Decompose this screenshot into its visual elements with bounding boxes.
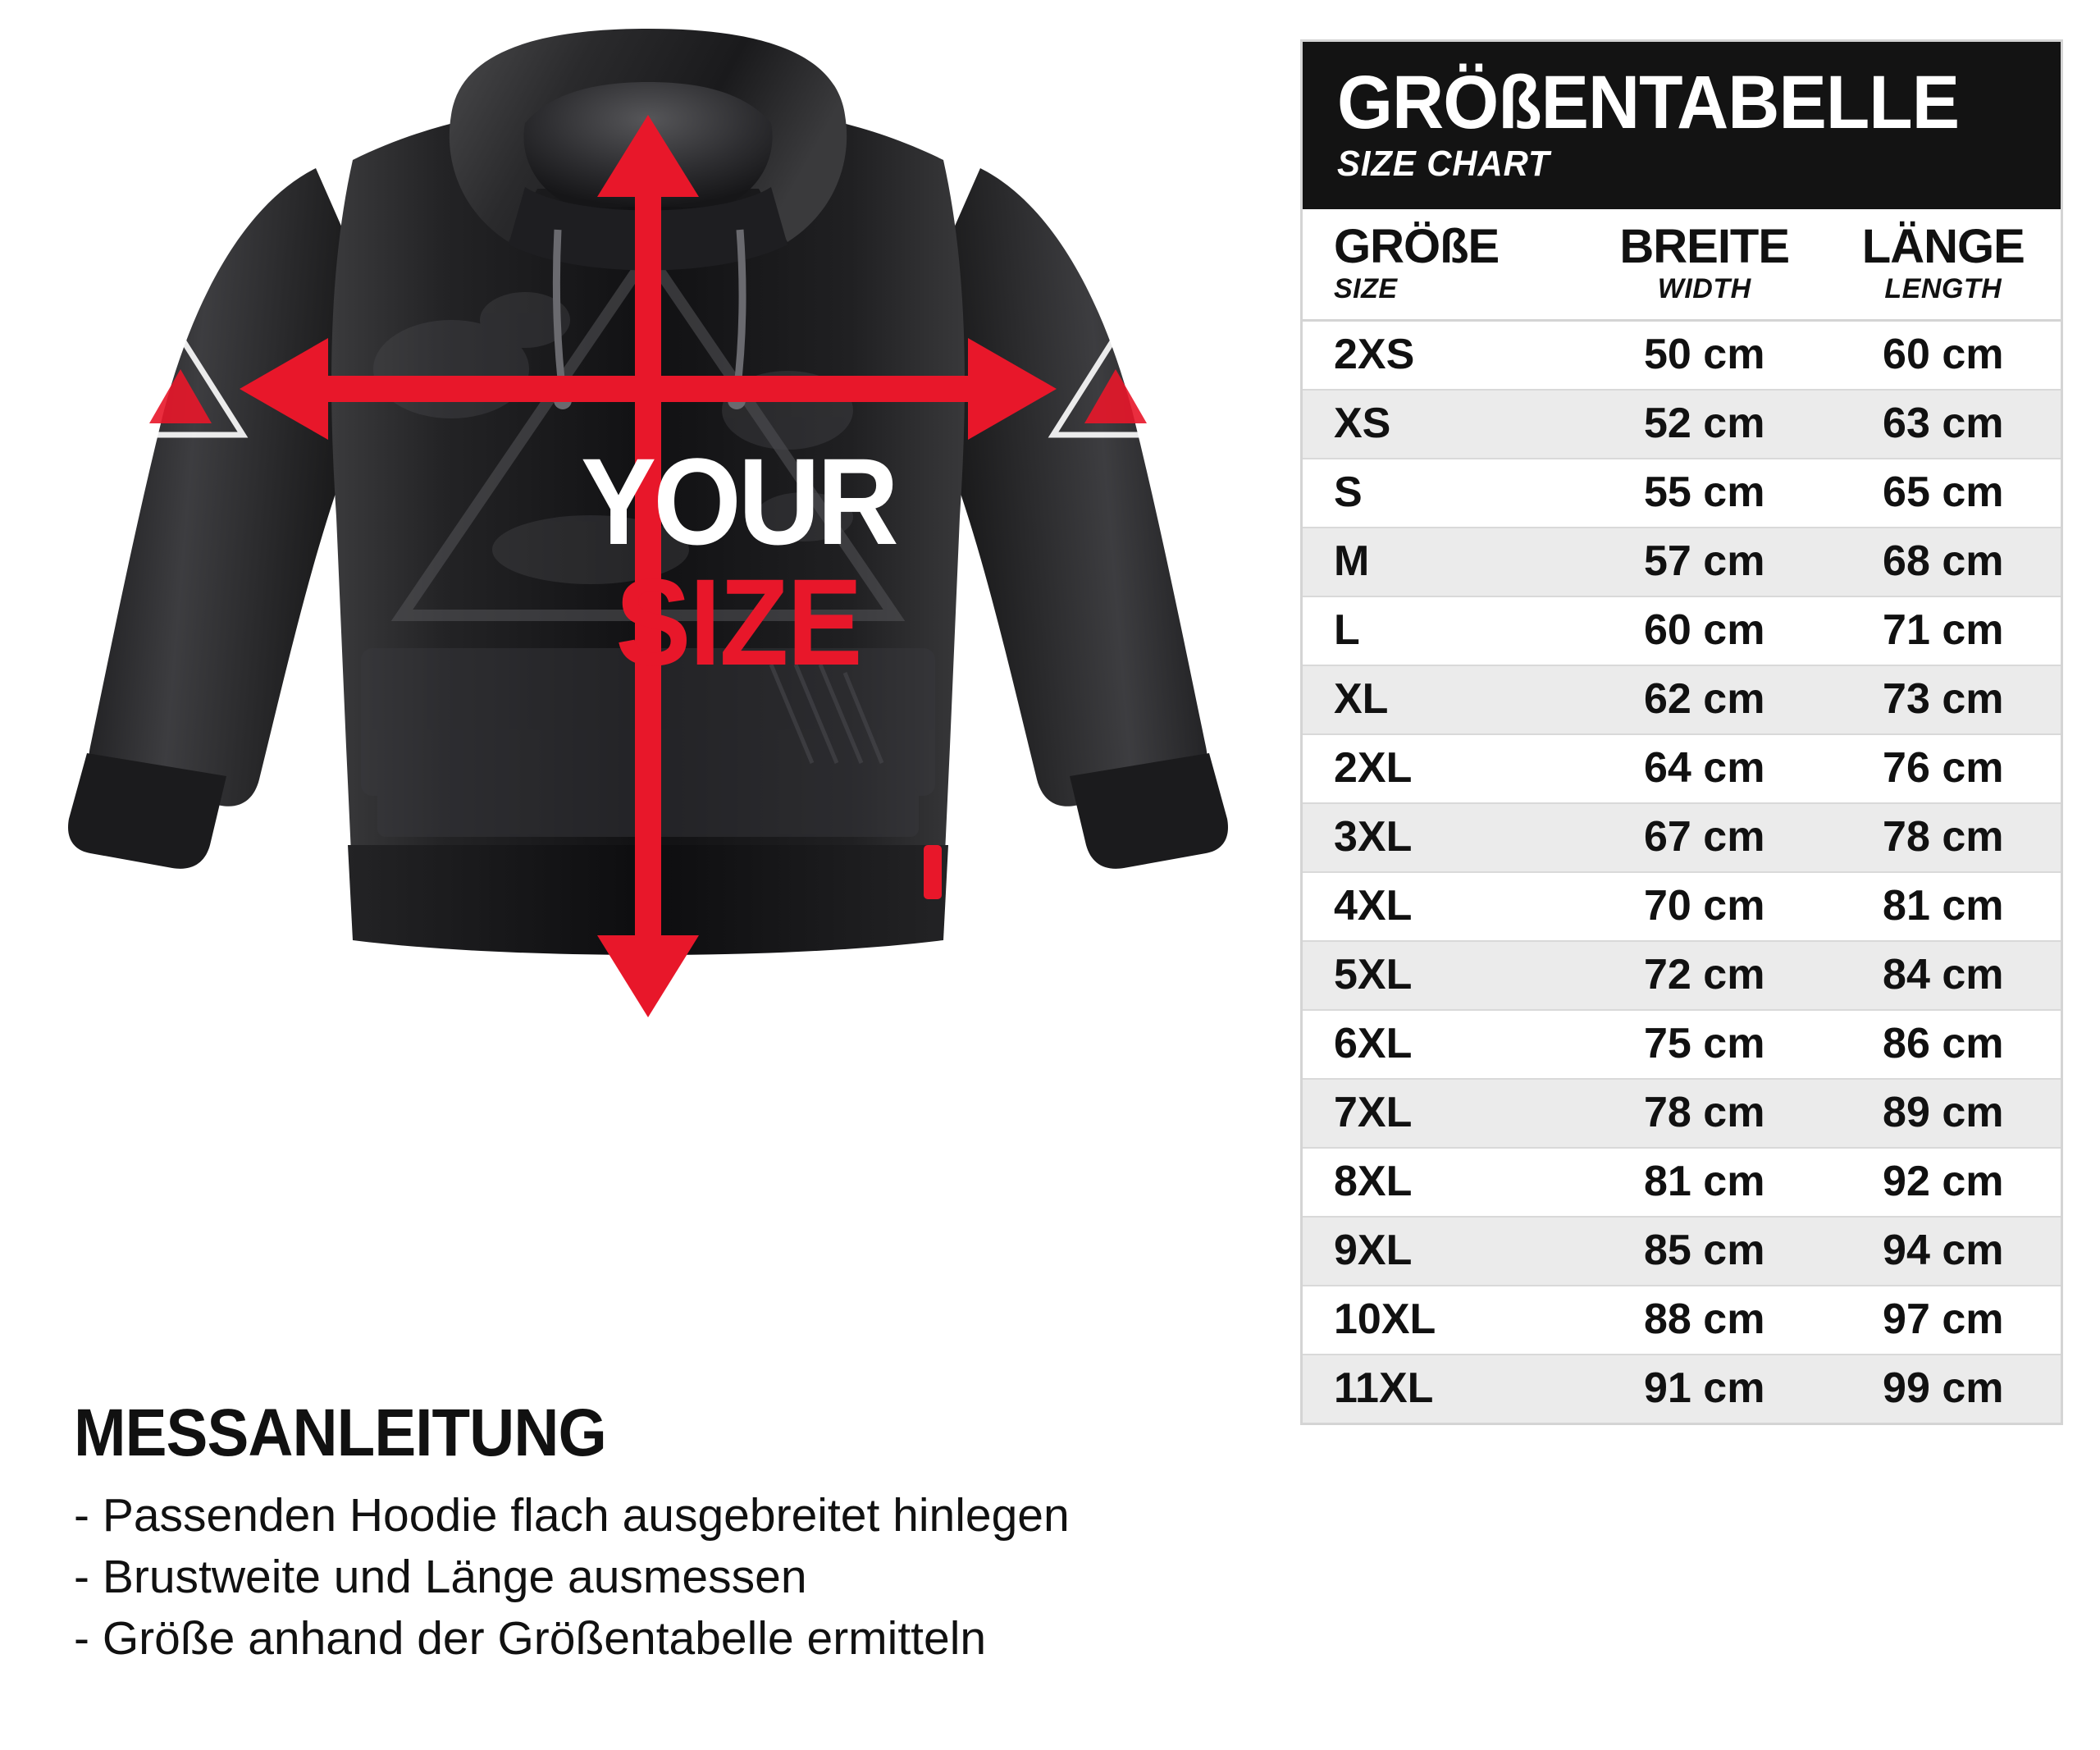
cell-length: 78 cm bbox=[1826, 803, 2061, 872]
cell-width: 57 cm bbox=[1583, 528, 1826, 596]
column-header-size-en: SIZE bbox=[1334, 272, 1398, 304]
cell-width: 50 cm bbox=[1583, 320, 1826, 390]
size-chart-title-en: SIZE CHART bbox=[1337, 144, 1550, 184]
column-header-width-en: WIDTH bbox=[1657, 272, 1751, 304]
column-header-length-de: LÄNGE bbox=[1861, 220, 2025, 273]
hoodie-right-sleeve bbox=[935, 168, 1208, 806]
cell-size: XS bbox=[1303, 390, 1583, 459]
cell-size: 4XL bbox=[1303, 872, 1583, 941]
table-header-row bbox=[1303, 209, 2061, 320]
your-size-line2: SIZE bbox=[615, 552, 861, 691]
cell-width: 70 cm bbox=[1583, 872, 1826, 941]
table-row bbox=[1303, 734, 2061, 803]
cell-length: 86 cm bbox=[1826, 1010, 2061, 1079]
column-header-size-de: GRÖßE bbox=[1334, 220, 1500, 273]
cell-length: 68 cm bbox=[1826, 528, 2061, 596]
table-row bbox=[1303, 1079, 2061, 1148]
cell-size: 11XL bbox=[1303, 1355, 1583, 1423]
cell-size: 3XL bbox=[1303, 803, 1583, 872]
cell-size: 8XL bbox=[1303, 1148, 1583, 1217]
measure-guide bbox=[74, 1395, 1288, 1670]
cell-width: 91 cm bbox=[1583, 1355, 1826, 1423]
cell-size: 7XL bbox=[1303, 1079, 1583, 1148]
table-row bbox=[1303, 1148, 2061, 1217]
table-row bbox=[1303, 941, 2061, 1010]
your-size-line1: YOUR bbox=[581, 432, 896, 570]
cell-size: 2XS bbox=[1303, 320, 1583, 390]
cell-length: 94 cm bbox=[1826, 1217, 2061, 1286]
cell-size: 5XL bbox=[1303, 941, 1583, 1010]
cell-length: 81 cm bbox=[1826, 872, 2061, 941]
size-chart-table bbox=[1303, 209, 2061, 1423]
measure-guide-step: - Brustweite und Länge ausmessen bbox=[74, 1551, 807, 1604]
table-row bbox=[1303, 596, 2061, 665]
cell-length: 84 cm bbox=[1826, 941, 2061, 1010]
cell-width: 78 cm bbox=[1583, 1079, 1826, 1148]
cell-width: 60 cm bbox=[1583, 596, 1826, 665]
cell-size: L bbox=[1303, 596, 1583, 665]
cell-width: 88 cm bbox=[1583, 1286, 1826, 1355]
size-chart-header bbox=[1303, 42, 2061, 209]
cell-size: 2XL bbox=[1303, 734, 1583, 803]
table-row bbox=[1303, 528, 2061, 596]
column-header-width bbox=[1583, 209, 1826, 320]
cell-length: 65 cm bbox=[1826, 459, 2061, 528]
cell-length: 99 cm bbox=[1826, 1355, 2061, 1423]
table-row bbox=[1303, 1286, 2061, 1355]
cell-length: 92 cm bbox=[1826, 1148, 2061, 1217]
table-row bbox=[1303, 803, 2061, 872]
cell-length: 63 cm bbox=[1826, 390, 2061, 459]
hoodie-graphic bbox=[66, 25, 1230, 1387]
cell-width: 62 cm bbox=[1583, 665, 1826, 734]
table-row bbox=[1303, 665, 2061, 734]
table-row bbox=[1303, 320, 2061, 390]
cell-size: XL bbox=[1303, 665, 1583, 734]
cell-size: 9XL bbox=[1303, 1217, 1583, 1286]
measure-guide-step: - Größe anhand der Größentabelle ermitteln bbox=[74, 1612, 987, 1665]
cell-length: 76 cm bbox=[1826, 734, 2061, 803]
svg-text:R: R bbox=[167, 276, 194, 316]
column-header-size bbox=[1303, 209, 1583, 320]
cell-length: 97 cm bbox=[1826, 1286, 2061, 1355]
column-header-length bbox=[1826, 209, 2061, 320]
cell-width: 72 cm bbox=[1583, 941, 1826, 1010]
cell-size: 10XL bbox=[1303, 1286, 1583, 1355]
column-header-length-en: LENGTH bbox=[1884, 272, 2002, 304]
cell-width: 64 cm bbox=[1583, 734, 1826, 803]
size-chart-title-de: GRÖßENTABELLE bbox=[1337, 61, 1960, 144]
table-row bbox=[1303, 872, 2061, 941]
cell-size: 6XL bbox=[1303, 1010, 1583, 1079]
measure-guide-title: MESSANLEITUNG bbox=[74, 1396, 606, 1470]
cell-size: M bbox=[1303, 528, 1583, 596]
cell-width: 85 cm bbox=[1583, 1217, 1826, 1286]
hoodie-left-sleeve bbox=[89, 168, 361, 806]
table-row bbox=[1303, 1355, 2061, 1423]
brand-tab bbox=[924, 845, 942, 899]
table-row bbox=[1303, 459, 2061, 528]
svg-text:R: R bbox=[1102, 276, 1129, 316]
cell-width: 67 cm bbox=[1583, 803, 1826, 872]
cell-length: 89 cm bbox=[1826, 1079, 2061, 1148]
cell-width: 55 cm bbox=[1583, 459, 1826, 528]
cell-length: 60 cm bbox=[1826, 320, 2061, 390]
cell-width: 52 cm bbox=[1583, 390, 1826, 459]
cell-width: 75 cm bbox=[1583, 1010, 1826, 1079]
cell-size: S bbox=[1303, 459, 1583, 528]
hoodie-illustration bbox=[66, 25, 1230, 1387]
size-chart-panel bbox=[1300, 39, 2063, 1425]
measure-guide-step: - Passenden Hoodie flach ausgebreitet hinlegen bbox=[74, 1489, 1070, 1542]
column-header-width-de: BREITE bbox=[1619, 220, 1790, 273]
table-row bbox=[1303, 1217, 2061, 1286]
table-row bbox=[1303, 390, 2061, 459]
table-row bbox=[1303, 1010, 2061, 1079]
measure-guide-steps bbox=[74, 1485, 1288, 1670]
cell-width: 81 cm bbox=[1583, 1148, 1826, 1217]
cell-length: 71 cm bbox=[1826, 596, 2061, 665]
cell-length: 73 cm bbox=[1826, 665, 2061, 734]
